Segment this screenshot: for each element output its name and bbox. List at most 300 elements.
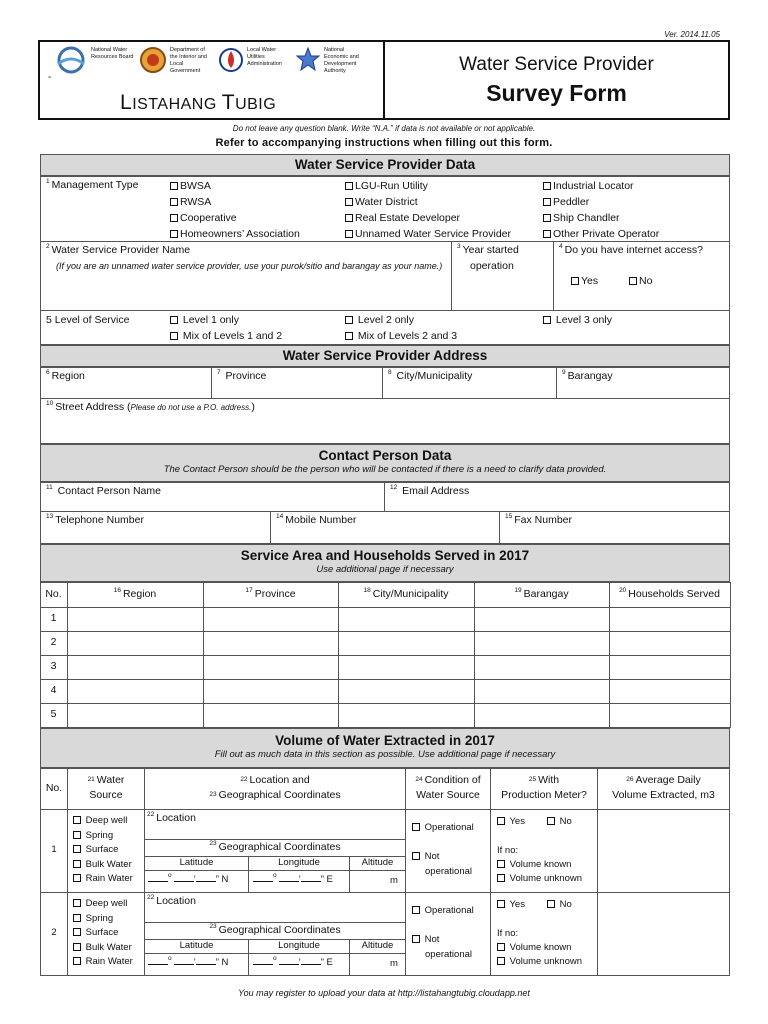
level-option-label: Mix of Levels 1 and 2 (182, 330, 283, 342)
geo-text: Geographical Coordinates (218, 841, 341, 853)
dilg-name: Department of the Interior and Local Government (170, 47, 207, 74)
svc-header-text: No. (45, 588, 62, 600)
mgmt-option-label: Industrial Locator (553, 180, 634, 192)
svc-table-cell[interactable] (203, 679, 339, 704)
meter-no-option[interactable] (547, 816, 572, 827)
city-label (388, 370, 472, 382)
volume-known-option[interactable] (497, 942, 571, 953)
logo-row (54, 46, 372, 75)
svc-header-text: Barangay (523, 588, 569, 600)
geo-num: 23 (209, 840, 217, 847)
sec5-subtitle: Fill out as much data in this section as possible. Use additional page if necessary (214, 749, 556, 760)
svc-row-number: 3 (50, 660, 57, 672)
water-source-option[interactable] (73, 844, 118, 855)
internet-yes-label: Yes (581, 275, 599, 287)
longitude-blanks (253, 956, 333, 968)
street-address-label (46, 401, 255, 413)
water-source-label: Rain Water (85, 956, 133, 967)
svc-table-cell[interactable] (338, 631, 475, 656)
svc-table-cell[interactable] (67, 607, 204, 632)
latitude-blanks (148, 873, 228, 885)
svc-header-label (609, 588, 730, 600)
form-header (38, 40, 730, 120)
not-operational-label-2: operational (425, 949, 473, 960)
svc-header-label (40, 588, 67, 600)
svc-header-label (67, 588, 203, 600)
mgmt-options-col3 (543, 178, 659, 242)
water-source-option[interactable] (73, 830, 113, 841)
checkbox-icon[interactable] (73, 831, 81, 839)
mgmt-option-label: LGU-Run Utility (355, 180, 428, 192)
footer-note: You may register to upload your data at http://listahangtubig.cloudapp.net (238, 988, 530, 998)
f11-label: Contact Person Name (57, 485, 161, 497)
loc-text: Location (156, 812, 196, 824)
checkbox-icon[interactable] (73, 860, 81, 868)
checkbox-icon[interactable] (73, 899, 81, 907)
f7-num: 7 (217, 369, 221, 376)
sec4-subtitle: Use additional page if necessary (316, 564, 454, 575)
mgmt-option[interactable] (543, 178, 659, 194)
checkbox-icon[interactable] (345, 332, 353, 340)
sec3-subtitle: The Contact Person should be the person who will be contacted if there is a need to clarify data provided. (163, 464, 607, 475)
checkbox-icon[interactable] (345, 316, 353, 324)
checkbox-icon[interactable] (497, 860, 505, 868)
checkbox-icon[interactable] (73, 943, 81, 951)
checkbox-icon[interactable] (73, 914, 81, 922)
svc-table-cell[interactable] (67, 703, 204, 728)
mgmt-option[interactable] (543, 226, 659, 242)
checkbox-icon[interactable] (497, 817, 505, 825)
water-source-label: Surface (85, 927, 119, 938)
svc-table-cell[interactable] (609, 631, 731, 656)
mgmt-option[interactable] (170, 226, 300, 242)
mgmt-options-col2 (345, 178, 511, 242)
meter-yes-label: Yes (509, 816, 525, 827)
h26-l2: Volume Extracted, m3 (612, 789, 715, 801)
checkbox-icon[interactable] (170, 214, 178, 222)
h22-l1: Location and (249, 774, 310, 786)
internet-no-option[interactable] (629, 275, 652, 287)
h25-num: 25 (528, 776, 537, 783)
operational-label: Operational (424, 905, 474, 916)
meter-ifno-label: If no: (497, 928, 519, 939)
level-option[interactable] (170, 330, 282, 342)
checkbox-icon[interactable] (497, 874, 505, 882)
meter-no-label: No (559, 899, 572, 910)
svc-header-num: 19 (514, 587, 522, 594)
longitude-label: Longitude (278, 857, 320, 868)
checkbox-icon[interactable] (412, 852, 420, 860)
checkbox-icon[interactable] (73, 928, 81, 936)
f14-label: Mobile Number (285, 514, 357, 526)
f10-close: ) (251, 401, 255, 413)
altitude-label: Altitude (361, 940, 394, 951)
meter-no-option[interactable] (547, 899, 572, 910)
f10-num: 10 (46, 400, 54, 407)
lwua-name: Local Water Utilities Administration (247, 47, 282, 67)
not-operational-option[interactable] (412, 934, 439, 945)
year-started-label (457, 244, 519, 256)
east-mark: ” E (320, 874, 333, 885)
operational-label: Operational (424, 822, 474, 833)
contact-name-label (46, 485, 161, 497)
meter-unit: m (390, 958, 398, 969)
wsp-name-hint: (If you are an unnamed water service provider, use your purok/sitio and barangay as your name.) (56, 261, 443, 271)
nwrb-logo (54, 46, 135, 75)
h24-l1: Condition of (424, 774, 481, 786)
svc-row-number: 4 (50, 684, 57, 696)
volume-unknown-label: Volume unknown (509, 956, 582, 967)
f10-hint: Please do not use a P.O. address. (130, 403, 252, 412)
svc-row-number: 5 (50, 708, 57, 720)
svc-table-cell[interactable] (338, 655, 475, 680)
f12-num: 12 (390, 484, 398, 491)
vol-meter-label (490, 773, 598, 803)
water-source-option[interactable] (73, 859, 132, 870)
svc-header-num: 17 (245, 587, 253, 594)
svc-header-text: Region (122, 588, 157, 600)
q4-label: Do you have internet access? (564, 244, 703, 256)
latitude-label: Latitude (179, 857, 214, 868)
svc-table-cell[interactable] (203, 607, 339, 632)
svc-table-cell[interactable] (338, 703, 475, 728)
telephone-label (46, 514, 144, 526)
header-title-panel (385, 42, 728, 118)
level-of-service-label (46, 314, 129, 326)
checkbox-icon[interactable] (543, 182, 551, 190)
vol-entry-number: 1 (51, 844, 57, 855)
f9-num: 9 (562, 369, 566, 376)
mgmt-option-label: Other Private Operator (553, 228, 660, 240)
h22-num: 22 (240, 776, 248, 783)
svc-header-num: 16 (113, 587, 121, 594)
vol-entry-number: 2 (51, 927, 57, 938)
h21-l1: Water (96, 774, 125, 786)
svc-table-cell[interactable] (609, 607, 731, 632)
sec4-title: Service Area and Households Served in 2017 (240, 548, 530, 563)
meter-no-label: No (559, 816, 572, 827)
checkbox-icon[interactable] (345, 214, 353, 222)
level-option[interactable] (543, 314, 612, 326)
geo-num: 23 (209, 923, 217, 930)
checkbox-icon[interactable] (629, 277, 637, 285)
water-source-label: Rain Water (85, 873, 133, 884)
svc-table-cell[interactable] (67, 631, 204, 656)
level-option-label: Level 2 only (357, 314, 414, 326)
mgmt-option[interactable] (170, 178, 300, 194)
mgmt-option-label: Homeowners’ Association (180, 228, 300, 240)
q2-num: 2 (46, 243, 50, 250)
svc-table-cell[interactable] (609, 655, 731, 680)
checkbox-icon[interactable] (73, 874, 81, 882)
checkbox-icon[interactable] (497, 900, 505, 908)
f12-label: Email Address (402, 485, 470, 497)
management-type-label (46, 179, 138, 191)
brand-name (120, 91, 276, 115)
mgmt-option[interactable] (170, 194, 300, 210)
svc-table-cell[interactable] (609, 679, 731, 704)
dilg-logo (139, 46, 214, 75)
not-operational-option[interactable] (412, 851, 439, 862)
q5-label: Level of Service (54, 314, 130, 326)
water-source-option[interactable] (73, 942, 132, 953)
mgmt-option-label: Water District (355, 196, 418, 208)
checkbox-icon[interactable] (547, 817, 555, 825)
checkbox-icon[interactable] (345, 182, 353, 190)
lwua-logo (218, 46, 291, 75)
checkbox-icon[interactable] (412, 935, 420, 943)
f6-label: Region (51, 370, 85, 382)
geo-coords-label (144, 841, 406, 853)
svc-table-cell[interactable] (67, 679, 204, 704)
internet-no-label: No (639, 275, 653, 287)
water-source-label: Bulk Water (85, 858, 132, 870)
checkbox-icon[interactable] (543, 214, 551, 222)
f6-num: 6 (46, 369, 50, 376)
header-dash: - (48, 72, 52, 83)
checkbox-icon[interactable] (547, 900, 555, 908)
instruction-reference: Refer to accompanying instructions when filling out this form. (215, 137, 553, 149)
h26-l1: Average Daily (635, 774, 701, 786)
checkbox-icon[interactable] (497, 943, 505, 951)
water-source-option[interactable] (73, 873, 133, 884)
min-mark: ’ (298, 957, 301, 968)
section-title-contact (40, 444, 730, 482)
water-source-label: Deep well (85, 898, 128, 909)
svc-table-cell[interactable] (203, 655, 339, 680)
mgmt-option[interactable] (345, 194, 511, 210)
geo-text: Geographical Coordinates (218, 924, 341, 936)
deg-mark: o (273, 955, 277, 962)
region-label (46, 370, 85, 382)
form-title-1: Water Service Provider (459, 54, 654, 75)
svc-table-cell[interactable] (474, 679, 610, 704)
checkbox-icon[interactable] (73, 816, 81, 824)
mgmt-option[interactable] (170, 210, 300, 226)
internet-access-label (559, 244, 703, 256)
north-mark: ” N (215, 874, 229, 885)
checkbox-icon[interactable] (170, 182, 178, 190)
q5-num: 5 (46, 314, 52, 326)
h21-l2: Source (89, 789, 123, 801)
q2-label: Water Service Provider Name (51, 244, 191, 256)
longitude-label: Longitude (278, 940, 320, 951)
deg-mark: o (168, 872, 172, 879)
checkbox-icon[interactable] (571, 277, 579, 285)
neda-logo-icon (295, 46, 321, 74)
h24-l2: Water Source (416, 789, 480, 801)
location-label (147, 895, 196, 907)
level-option[interactable] (170, 314, 239, 326)
deg-mark: o (273, 872, 277, 879)
f8-num: 8 (388, 369, 392, 376)
f11-num: 11 (46, 484, 53, 491)
water-source-label: Bulk Water (85, 941, 132, 953)
geo-coords-label (144, 924, 406, 936)
barangay-label (562, 370, 613, 382)
water-source-label: Spring (85, 912, 114, 924)
vol-no-label: No. (45, 782, 63, 794)
longitude-blanks (253, 873, 333, 885)
section-title-volume (40, 728, 730, 768)
h25-l1: With (538, 774, 560, 786)
h26-num: 26 (626, 776, 634, 783)
brand-part-2: UBIG (235, 96, 277, 113)
volume-known-label: Volume known (509, 942, 572, 953)
min-mark: ’ (193, 874, 196, 885)
checkbox-icon[interactable] (345, 198, 353, 206)
checkbox-icon[interactable] (170, 316, 178, 324)
f15-num: 15 (505, 513, 513, 520)
operational-option[interactable] (412, 905, 474, 916)
mgmt-option-label: Unnamed Water Service Provider (355, 228, 512, 240)
operational-option[interactable] (412, 822, 474, 833)
mgmt-option-label: Real Estate Developer (355, 212, 461, 224)
checkbox-icon[interactable] (73, 845, 81, 853)
water-source-label: Spring (85, 829, 114, 841)
q3-label-1: Year started (462, 244, 519, 256)
vol-volume-label (597, 773, 730, 803)
nwrb-logo-icon (54, 46, 88, 74)
nwrb-name: National Water Resources Board (91, 47, 134, 60)
svc-header-text: City/Municipality (372, 588, 449, 600)
vol-entry-volume-cell[interactable] (597, 809, 730, 893)
brand-letter-l: L (120, 91, 133, 114)
mgmt-option[interactable] (345, 226, 511, 242)
svc-table-cell[interactable] (474, 631, 610, 656)
f15-label: Fax Number (514, 514, 572, 526)
svc-table-cell[interactable] (338, 607, 475, 632)
year-started-label-2: operation (470, 260, 514, 272)
water-source-label: Surface (85, 844, 119, 855)
svc-table-cell[interactable] (67, 655, 204, 680)
h23-num: 23 (209, 791, 217, 798)
f13-label: Telephone Number (55, 514, 144, 526)
vol-entry-volume-cell[interactable] (597, 892, 730, 976)
sec3-title: Contact Person Data (318, 448, 452, 463)
brand-letter-t: T (221, 91, 236, 114)
mobile-label (276, 514, 356, 526)
section-title-service-area (40, 544, 730, 582)
svc-header-text: Households Served (628, 588, 720, 600)
checkbox-icon[interactable] (412, 823, 420, 831)
not-operational-label-1: Not (424, 851, 440, 862)
neda-name: National Economic and Development Authority (324, 47, 359, 74)
svc-table-cell[interactable] (474, 655, 610, 680)
header-logos-panel (40, 42, 385, 118)
q1-label: Management Type (51, 179, 139, 191)
checkbox-icon[interactable] (170, 198, 178, 206)
volume-unknown-option[interactable] (497, 873, 582, 884)
meter-ifno-label: If no: (497, 845, 519, 856)
f10-label: Street Address ( (55, 401, 131, 413)
deg-mark: o (168, 955, 172, 962)
brand-part-1: ISTAHANG (132, 96, 222, 113)
checkbox-icon[interactable] (543, 316, 551, 324)
latitude-blanks (148, 956, 228, 968)
h25-l2: Production Meter? (501, 789, 587, 801)
level-option-label: Level 3 only (555, 314, 612, 326)
svc-header-label (338, 588, 474, 600)
version-label: Ver. 2014.11.05 (664, 30, 720, 39)
water-source-option[interactable] (73, 815, 127, 826)
f9-label: Barangay (567, 370, 613, 382)
mgmt-option[interactable] (345, 178, 511, 194)
mgmt-option[interactable] (345, 210, 511, 226)
f8-label: City/Municipality (396, 370, 473, 382)
svc-table-cell[interactable] (338, 679, 475, 704)
meter-yes-option[interactable] (497, 899, 525, 910)
not-operational-label-1: Not (424, 934, 440, 945)
checkbox-icon[interactable] (412, 906, 420, 914)
vol-location-label (144, 773, 406, 803)
loc-num: 22 (147, 811, 155, 818)
water-source-option[interactable] (73, 927, 118, 938)
svc-table-cell[interactable] (203, 703, 339, 728)
level-option[interactable] (345, 330, 457, 342)
checkbox-icon[interactable] (170, 332, 178, 340)
sec1-title: Water Service Provider Data (294, 157, 476, 172)
f7-label: Province (225, 370, 267, 382)
province-label (217, 370, 266, 382)
level-option[interactable] (345, 314, 414, 326)
volume-unknown-option[interactable] (497, 956, 582, 967)
svc-table-cell[interactable] (474, 703, 610, 728)
level-option-label: Mix of Levels 2 and 3 (357, 330, 458, 342)
section-title-wsp-data (40, 154, 730, 176)
h24-num: 24 (415, 776, 423, 783)
vol-source-label (67, 773, 145, 803)
meter-unit: m (390, 875, 398, 886)
location-label (147, 812, 196, 824)
internet-yes-option[interactable] (571, 275, 598, 287)
mgmt-option[interactable] (543, 210, 659, 226)
svc-table-cell[interactable] (609, 703, 731, 728)
checkbox-icon[interactable] (170, 230, 178, 238)
checkbox-icon[interactable] (345, 230, 353, 238)
checkbox-icon[interactable] (73, 957, 81, 965)
checkbox-icon[interactable] (543, 230, 551, 238)
h21-num: 21 (87, 776, 95, 783)
altitude-label: Altitude (361, 857, 394, 868)
svc-header-num: 18 (363, 587, 371, 594)
not-operational-label-2: operational (425, 866, 473, 877)
svc-table-cell[interactable] (474, 607, 610, 632)
sec2-title: Water Service Provider Address (282, 348, 488, 363)
dilg-seal-icon (139, 46, 167, 74)
svc-header-num: 20 (619, 587, 627, 594)
f14-num: 14 (276, 513, 284, 520)
mgmt-option-label: Cooperative (180, 212, 237, 224)
volume-known-option[interactable] (497, 859, 571, 870)
meter-yes-label: Yes (509, 899, 525, 910)
svc-header-text: Province (254, 588, 296, 600)
checkbox-icon[interactable] (543, 198, 551, 206)
section-title-address (40, 345, 730, 367)
water-source-option[interactable] (73, 913, 113, 924)
vol-condition-label (405, 773, 491, 803)
loc-num: 22 (147, 894, 155, 901)
form-title-2: Survey Form (486, 80, 627, 106)
mgmt-option[interactable] (543, 194, 659, 210)
q4-num: 4 (559, 243, 563, 250)
water-source-option[interactable] (73, 898, 127, 909)
water-source-option[interactable] (73, 956, 133, 967)
min-mark: ’ (193, 957, 196, 968)
svc-table-cell[interactable] (203, 631, 339, 656)
meter-yes-option[interactable] (497, 816, 525, 827)
checkbox-icon[interactable] (497, 957, 505, 965)
